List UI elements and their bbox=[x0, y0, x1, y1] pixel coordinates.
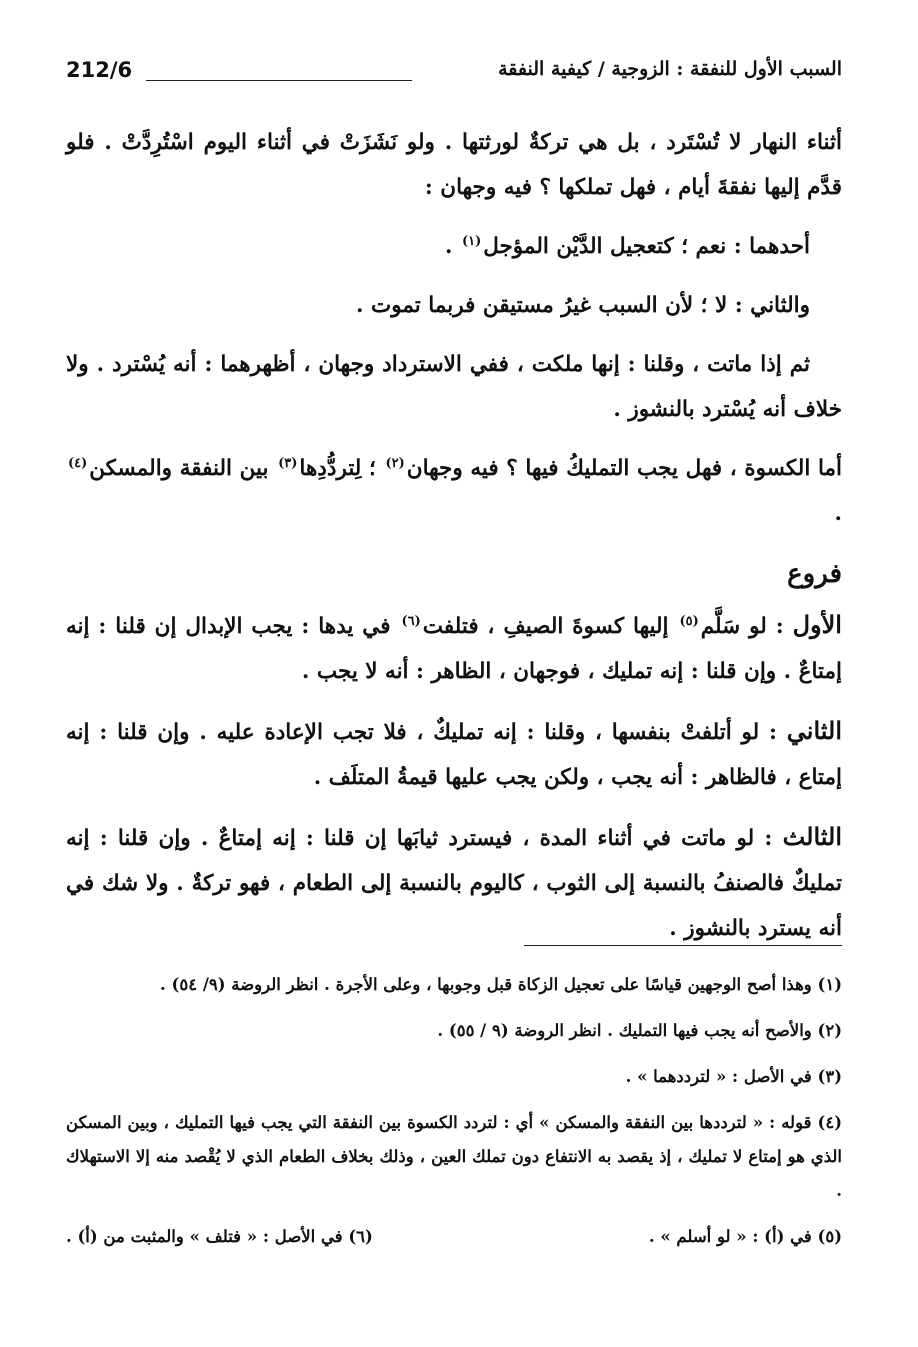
paragraph-2-text: أحدهما : نعم ؛ كتعجيل الدَّيْن المؤجل bbox=[483, 234, 810, 259]
paragraph-5 bbox=[66, 446, 842, 536]
branch-1-text-b: إليها كسوةَ الصيفِ ، فتلفت bbox=[422, 614, 678, 639]
branch-1-lead: الأول bbox=[792, 610, 842, 639]
section-heading: فروع bbox=[787, 559, 842, 589]
footnote-6: (٦) في الأصل : « فتلف » والمثبت من (أ) . bbox=[66, 1227, 373, 1246]
paragraph-5-text-b: ؛ لِتردُّدِها bbox=[299, 456, 384, 481]
branch-3 bbox=[66, 814, 842, 951]
branch-1-text-c: في يدها : يجب الإبدال إن قلنا : إنه إمتاعٌ . وإن قلنا : إنه تمليك ، فوجهان ، الظاهر : أنه لا يجب . bbox=[66, 614, 842, 684]
footnote-ref-2: (٢) bbox=[385, 455, 405, 471]
footnote-ref-4: (٤) bbox=[68, 455, 88, 471]
footnote-ref-1: (١) bbox=[461, 233, 482, 249]
footnotes-row bbox=[66, 1220, 842, 1254]
footnote-ref-5: (٥) bbox=[679, 613, 699, 629]
footnote-separator bbox=[524, 945, 842, 946]
header-rule bbox=[146, 80, 412, 81]
paragraph-5-text-c: بين النفقة والمسكن bbox=[89, 456, 277, 481]
paragraph-3: والثاني : لا ؛ لأن السبب غيرُ مستيقن فربما تموت . bbox=[356, 293, 810, 318]
footnote-3: (٣) في الأصل : « لترددهما » . bbox=[625, 1067, 842, 1086]
footnotes bbox=[66, 968, 842, 1254]
branch-3-lead: الثالث bbox=[782, 822, 842, 851]
main-text bbox=[66, 120, 842, 965]
branch-2-text: : لو أتلفتْ بنفسها ، وقلنا : إنه تمليكٌ ، فلا تجب الإعادة عليه . وإن قلنا : إنه إمتاع ، فالظاهر : أنه يجب ، ولكن يجب عليها قيمةُ المتلَف . bbox=[66, 720, 842, 790]
footnote-1: (١) وهذا أصح الوجهين قياسًا على تعجيل الزكاة قبل وجوبها ، وعلى الأجرة . انظر الروضة (٩/ ٥٤) . bbox=[160, 975, 842, 994]
branch-2-lead: الثاني bbox=[786, 716, 842, 745]
footnote-ref-6: (٦) bbox=[401, 613, 421, 629]
footnote-ref-3: (٣) bbox=[278, 455, 298, 471]
paragraph-2-end: . bbox=[444, 234, 460, 259]
branch-2 bbox=[66, 708, 842, 800]
paragraph-5-text-a: أما الكسوة ، فهل يجب التمليكُ فيها ؟ فيه وجهان bbox=[406, 456, 843, 481]
paragraph-2 bbox=[66, 224, 842, 269]
page-number: 212/6 bbox=[66, 58, 133, 82]
running-title: السبب الأول للنفقة : الزوجية / كيفية النفقة bbox=[498, 58, 842, 80]
running-head bbox=[66, 58, 842, 90]
paragraph-4: ثم إذا ماتت ، وقلنا : إنها ملكت ، ففي الاسترداد وجهان ، أظهرهما : أنه يُسْترد . ولا خلاف أنه يُسْترد بالنشوز . bbox=[66, 352, 842, 422]
document-page bbox=[66, 0, 842, 1347]
paragraph-5-end: . bbox=[834, 501, 842, 526]
branch-3-text: : لو ماتت في أثناء المدة ، فيسترد ثيابَها إن قلنا : إنه إمتاعٌ . وإن قلنا : إنه تمليكٌ فالصنفُ بالنسبة إلى الثوب ، كاليوم بالنسبة إلى الطعام ، فهو تركةٌ . ولا شك في أنه يسترد بالنشوز . bbox=[66, 826, 842, 941]
footnote-2: (٢) والأصح أنه يجب فيها التمليك . انظر الروضة (٩ / ٥٥) . bbox=[437, 1021, 842, 1040]
paragraph-1: أثناء النهار لا تُسْتَرد ، بل هي تركةٌ لورثتها . ولو نَشَزَتْ في أثناء اليوم اسْتُرِدَّتْ . فلو قدَّم إليها نفقةَ أيام ، فهل تملكها ؟ فيه وجهان : bbox=[66, 130, 842, 200]
branch-1-text-a: : لو سَلَّم bbox=[700, 614, 793, 639]
branch-1 bbox=[66, 602, 842, 694]
footnote-4: (٤) قوله : « لترددها بين النفقة والمسكن » أي : لتردد الكسوة بين النفقة التي يجب فيها التمليك ، وبين المسكن الذي هو إمتاع لا تمليك ، إذ يقصد به الانتفاع دون تملك العين ، وذلك بخلاف الطعام الذي لا يُقْصد منه إلا الاستهلاك . bbox=[66, 1113, 842, 1200]
footnote-5: (٥) في (أ) : « لو أسلم » . bbox=[648, 1227, 842, 1246]
